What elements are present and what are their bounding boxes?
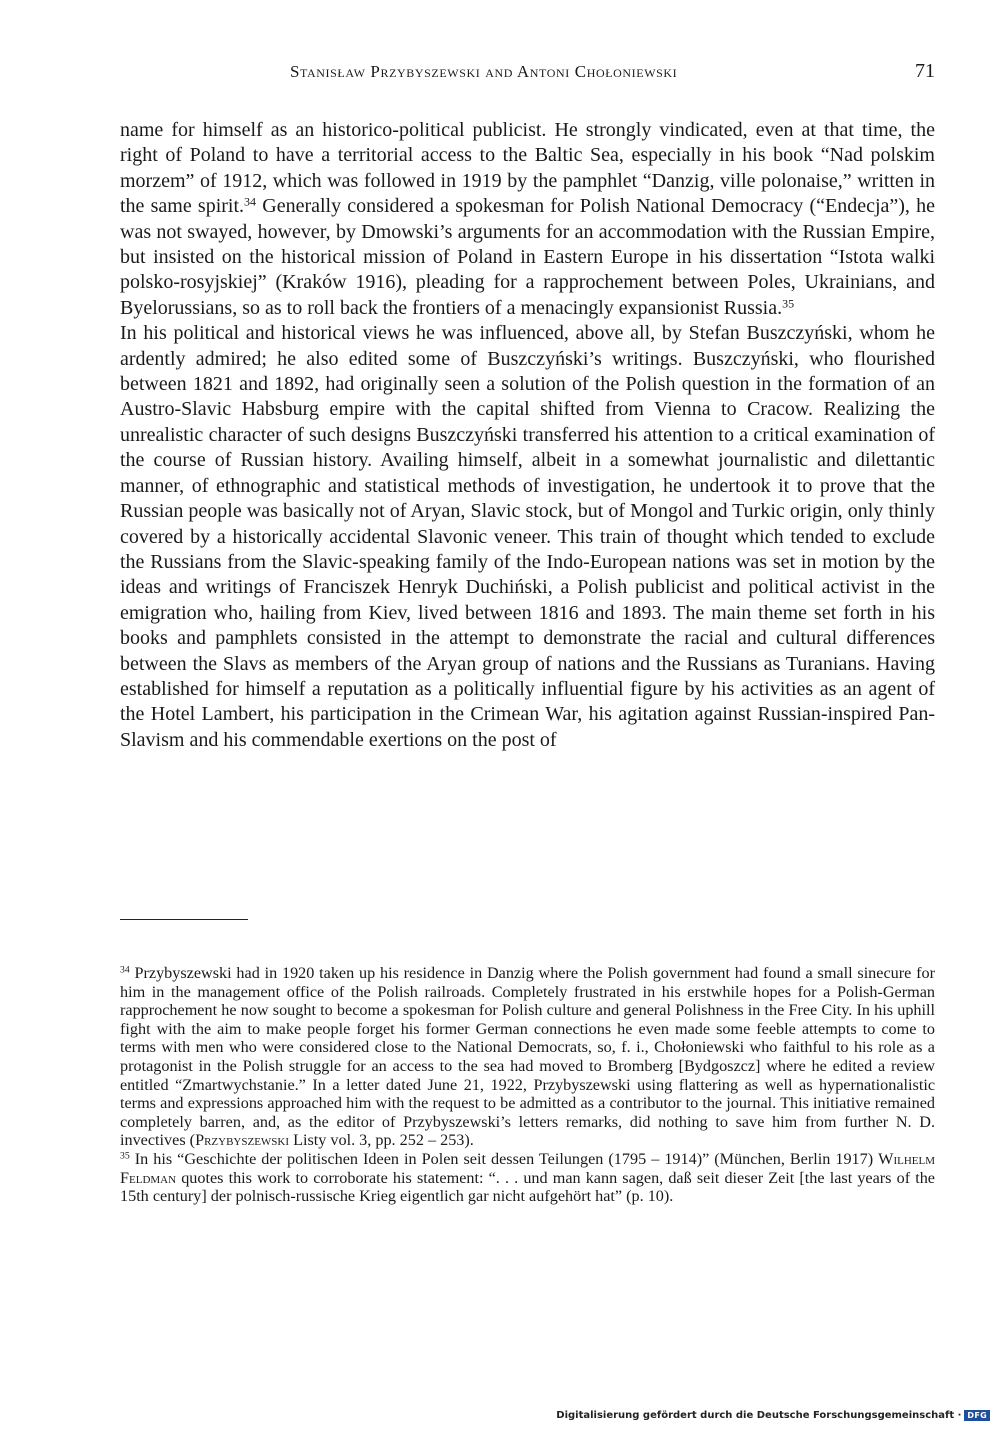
running-title: Stanisław Przybyszewski and Antoni Chołoniewski <box>290 62 678 81</box>
footnote-34-author: Przybyszewski <box>195 1131 290 1150</box>
footnote-divider <box>120 919 248 920</box>
page-number: 71 <box>915 60 935 82</box>
dfg-logo: DFG <box>964 1410 990 1421</box>
footnote-35-author: Wilhelm Feldman <box>120 1149 935 1187</box>
paragraph-2: In his political and historical views he was influenced, above all, by Stefan Buszczyński, whom he ardently admired; he also edited some of Buszczyński’s writings. Buszczyński, who flourished between 1821 and 1892, had originally seen a solution of the Polish question in the formation of an Austro-Slavic Habsburg empire with the capital shifted from Vienna to Cracow. Realizing the unrealistic character of such designs Buszczyński transferred his attention to a critical examination of the course of Russian history. Availing himself, albeit in a somewhat journalistic and dilettantic manner, of ethnographic and statistical methods of investigation, he undertook it to prove that the Russian people was basically not of Aryan, Slavic stock, but of Mongol and Turkic origin, only thinly covered by a historically accidental Slavonic veneer. This train of thought which tended to exclude the Russians from the Slavic-speaking family of the Indo-European nations was set in motion by the ideas and writings of Franciszek Henryk Duchiński, a Polish publicist and political activist in the emigration who, hailing from Kiev, lived between 1816 and 1893. The main theme set forth in his books and pamphlets consisted in the attempt to demonstrate the racial and cultural differences between the Slavs as members of the Aryan group of nations and the Russians as Turanians. Having established for himself a reputation as a politically influential figure by his activities as an agent of the Hotel Lambert, his participation in the Crimean War, his agitation against Russian-inspired Pan-Slavism and his commendable exertions on the post of <box>120 322 935 751</box>
footnote-34 <box>120 964 935 1150</box>
running-head <box>120 60 935 88</box>
footnote-34-text-a: Przybyszewski had in 1920 taken up his residence in Danzig where the Polish government had found a small sinecure for him in the management office of the Polish railroads. Completely frustrated in his erstwhile hopes for a Polish-German rapprochement he now sought to become a spokesman for Polish culture and general Polishness in the Free City. In his uphill fight with the aim to make people forget his former German connections he even made some feeble attempts to come to terms with men who were considered close to the National Democrats, so, f. i., Chołoniewski who faithful to his role as a protagonist in the Polish struggle for an access to the sea had moved to Bromberg [Bydgoszcz] where he edited a review entitled “Zmartwychstanie.” In a letter dated June 21, 1922, Przybyszewski using flattering as well as hypernationalistic terms and expressions approached him with the request to be admitted as a contributor to the journal. This initiative remained completely barren, and, as the editor of Przybyszewski’s letters remarks, did nothing to save him from further N. D. invectives ( <box>120 964 935 1150</box>
footnotes <box>120 964 935 1206</box>
paragraph-1-text-a: name for himself as an historico-political publicist. He strongly vindicated, even at that time, the right of Poland to have a territorial access to the Baltic Sea, especially in his book “Nad polskim morzem” of 1912, which was followed in 1919 by the pamphlet “Danzig, ville polonaise,” written in the same spirit. <box>120 119 935 218</box>
digitization-credit <box>556 1410 990 1421</box>
footnote-35-text-b: quotes this work to corroborate his statement: “. . . und man kann sagen, daß seit dieser Zeit [the last years of the 15th century] der polnisch-russische Krieg eigentlich gar nicht aufgehört hat” (p. 10). <box>120 1168 935 1206</box>
paragraph-1 <box>120 118 935 321</box>
main-text <box>120 118 935 753</box>
footnote-34-text-b: Listy vol. 3, pp. 252 – 253). <box>289 1131 474 1150</box>
footnote-35-text-a: In his “Geschichte der politischen Ideen in Polen seit dessen Teilungen (1795 – 1914)” (München, Berlin 1917) <box>129 1149 879 1168</box>
footnote-ref-34: 34 <box>244 194 257 209</box>
footnote-35-number: 35 <box>120 1150 130 1162</box>
credit-text: Digitalisierung gefördert durch die Deutsche Forschungsgemeinschaft · <box>556 1410 962 1421</box>
footnote-35 <box>120 1150 935 1206</box>
footnote-ref-35: 35 <box>782 296 795 311</box>
paragraph-1-text-b: Generally considered a spokesman for Polish National Democracy (“Endecja”), he was not swayed, however, by Dmowski’s arguments for an accommodation with the Russian Empire, but insisted on the historical mission of Poland in Eastern Europe in his dissertation “Istota walki polsko-rosyjskiej” (Kraków 1916), pleading for a rapprochement between Poles, Ukrainians, and Byelorussians, so as to roll back the frontiers of a menacingly expansionist Russia. <box>120 195 936 319</box>
footnote-34-number: 34 <box>120 964 130 976</box>
